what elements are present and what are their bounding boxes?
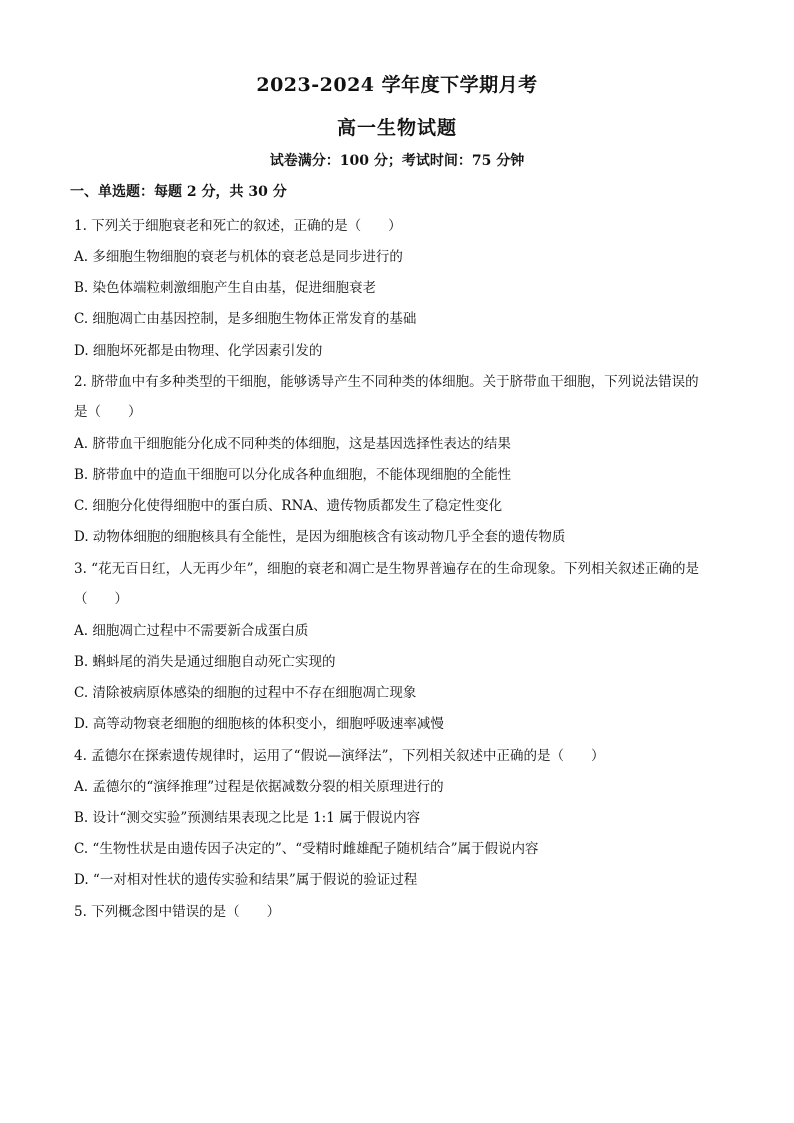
q2-option-a: A. 脐带血干细胞能分化成不同种类的体细胞，这是基因选择性表达的结果 bbox=[74, 436, 511, 452]
q3-stem-line1: 3. “花无百日红，人无再少年”，细胞的衰老和凋亡是生物界普遍存在的生命现象。下列相关叙述正确的是 bbox=[74, 561, 699, 577]
q1-option-c: C. 细胞凋亡由基因控制，是多细胞生物体正常发育的基础 bbox=[74, 311, 417, 327]
q4-option-c: C. “生物性状是由遗传因子决定的”、“受精时雌雄配子随机结合”属于假说内容 bbox=[74, 841, 539, 857]
q4-option-b: B. 设计“测交实验”预测结果表现之比是 1:1 属于假说内容 bbox=[74, 810, 421, 826]
exam-title: 2023-2024 学年度下学期月考 bbox=[256, 74, 538, 96]
section-heading: 一、单选题：每题 2 分，共 30 分 bbox=[70, 184, 287, 200]
exam-info: 试卷满分：100 分；考试时间：75 分钟 bbox=[269, 153, 525, 169]
q3-stem-line2: （ ） bbox=[74, 591, 128, 607]
q1-option-d: D. 细胞坏死都是由物理、化学因素引发的 bbox=[74, 343, 323, 359]
q4-stem: 4. 孟德尔在探索遗传规律时，运用了“假说—演绎法”，下列相关叙述中正确的是（ ） bbox=[74, 748, 605, 764]
q1-option-b: B. 染色体端粒刺激细胞产生自由基，促进细胞衰老 bbox=[74, 280, 377, 296]
q3-option-c: C. 清除被病原体感染的细胞的过程中不存在细胞凋亡现象 bbox=[74, 685, 417, 701]
q2-option-b: B. 脐带血中的造血干细胞可以分化成各种血细胞，不能体现细胞的全能性 bbox=[74, 467, 512, 483]
q4-option-a: A. 孟德尔的“演绎推理”过程是依据减数分裂的相关原理进行的 bbox=[74, 779, 444, 795]
q1-option-a: A. 多细胞生物细胞的衰老与机体的衰老总是同步进行的 bbox=[74, 249, 403, 265]
q3-option-a: A. 细胞凋亡过程中不需要新合成蛋白质 bbox=[74, 623, 309, 639]
q5-stem: 5. 下列概念图中错误的是（ ） bbox=[74, 904, 281, 920]
q3-option-b: B. 蝌蚪尾的消失是通过细胞自动死亡实现的 bbox=[74, 654, 336, 670]
q4-option-d: D. “一对相对性状的遗传实验和结果”属于假说的验证过程 bbox=[74, 872, 418, 888]
q2-option-c: C. 细胞分化使得细胞中的蛋白质、RNA、遗传物质都发生了稳定性变化 bbox=[74, 498, 503, 514]
q2-option-d: D. 动物体细胞的细胞核具有全能性，是因为细胞核含有该动物几乎全套的遗传物质 bbox=[74, 529, 566, 545]
q2-stem-line1: 2. 脐带血中有多种类型的干细胞，能够诱导产生不同种类的体细胞。关于脐带血干细胞，下列说法错误的 bbox=[74, 374, 699, 390]
q2-stem-line2: 是（ ） bbox=[74, 404, 142, 420]
q1-stem: 1. 下列关于细胞衰老和死亡的叙述，正确的是（ ） bbox=[74, 218, 402, 234]
exam-subject: 高一生物试题 bbox=[336, 117, 457, 139]
q3-option-d: D. 高等动物衰老细胞的细胞核的体积变小，细胞呼吸速率减慢 bbox=[74, 716, 444, 732]
